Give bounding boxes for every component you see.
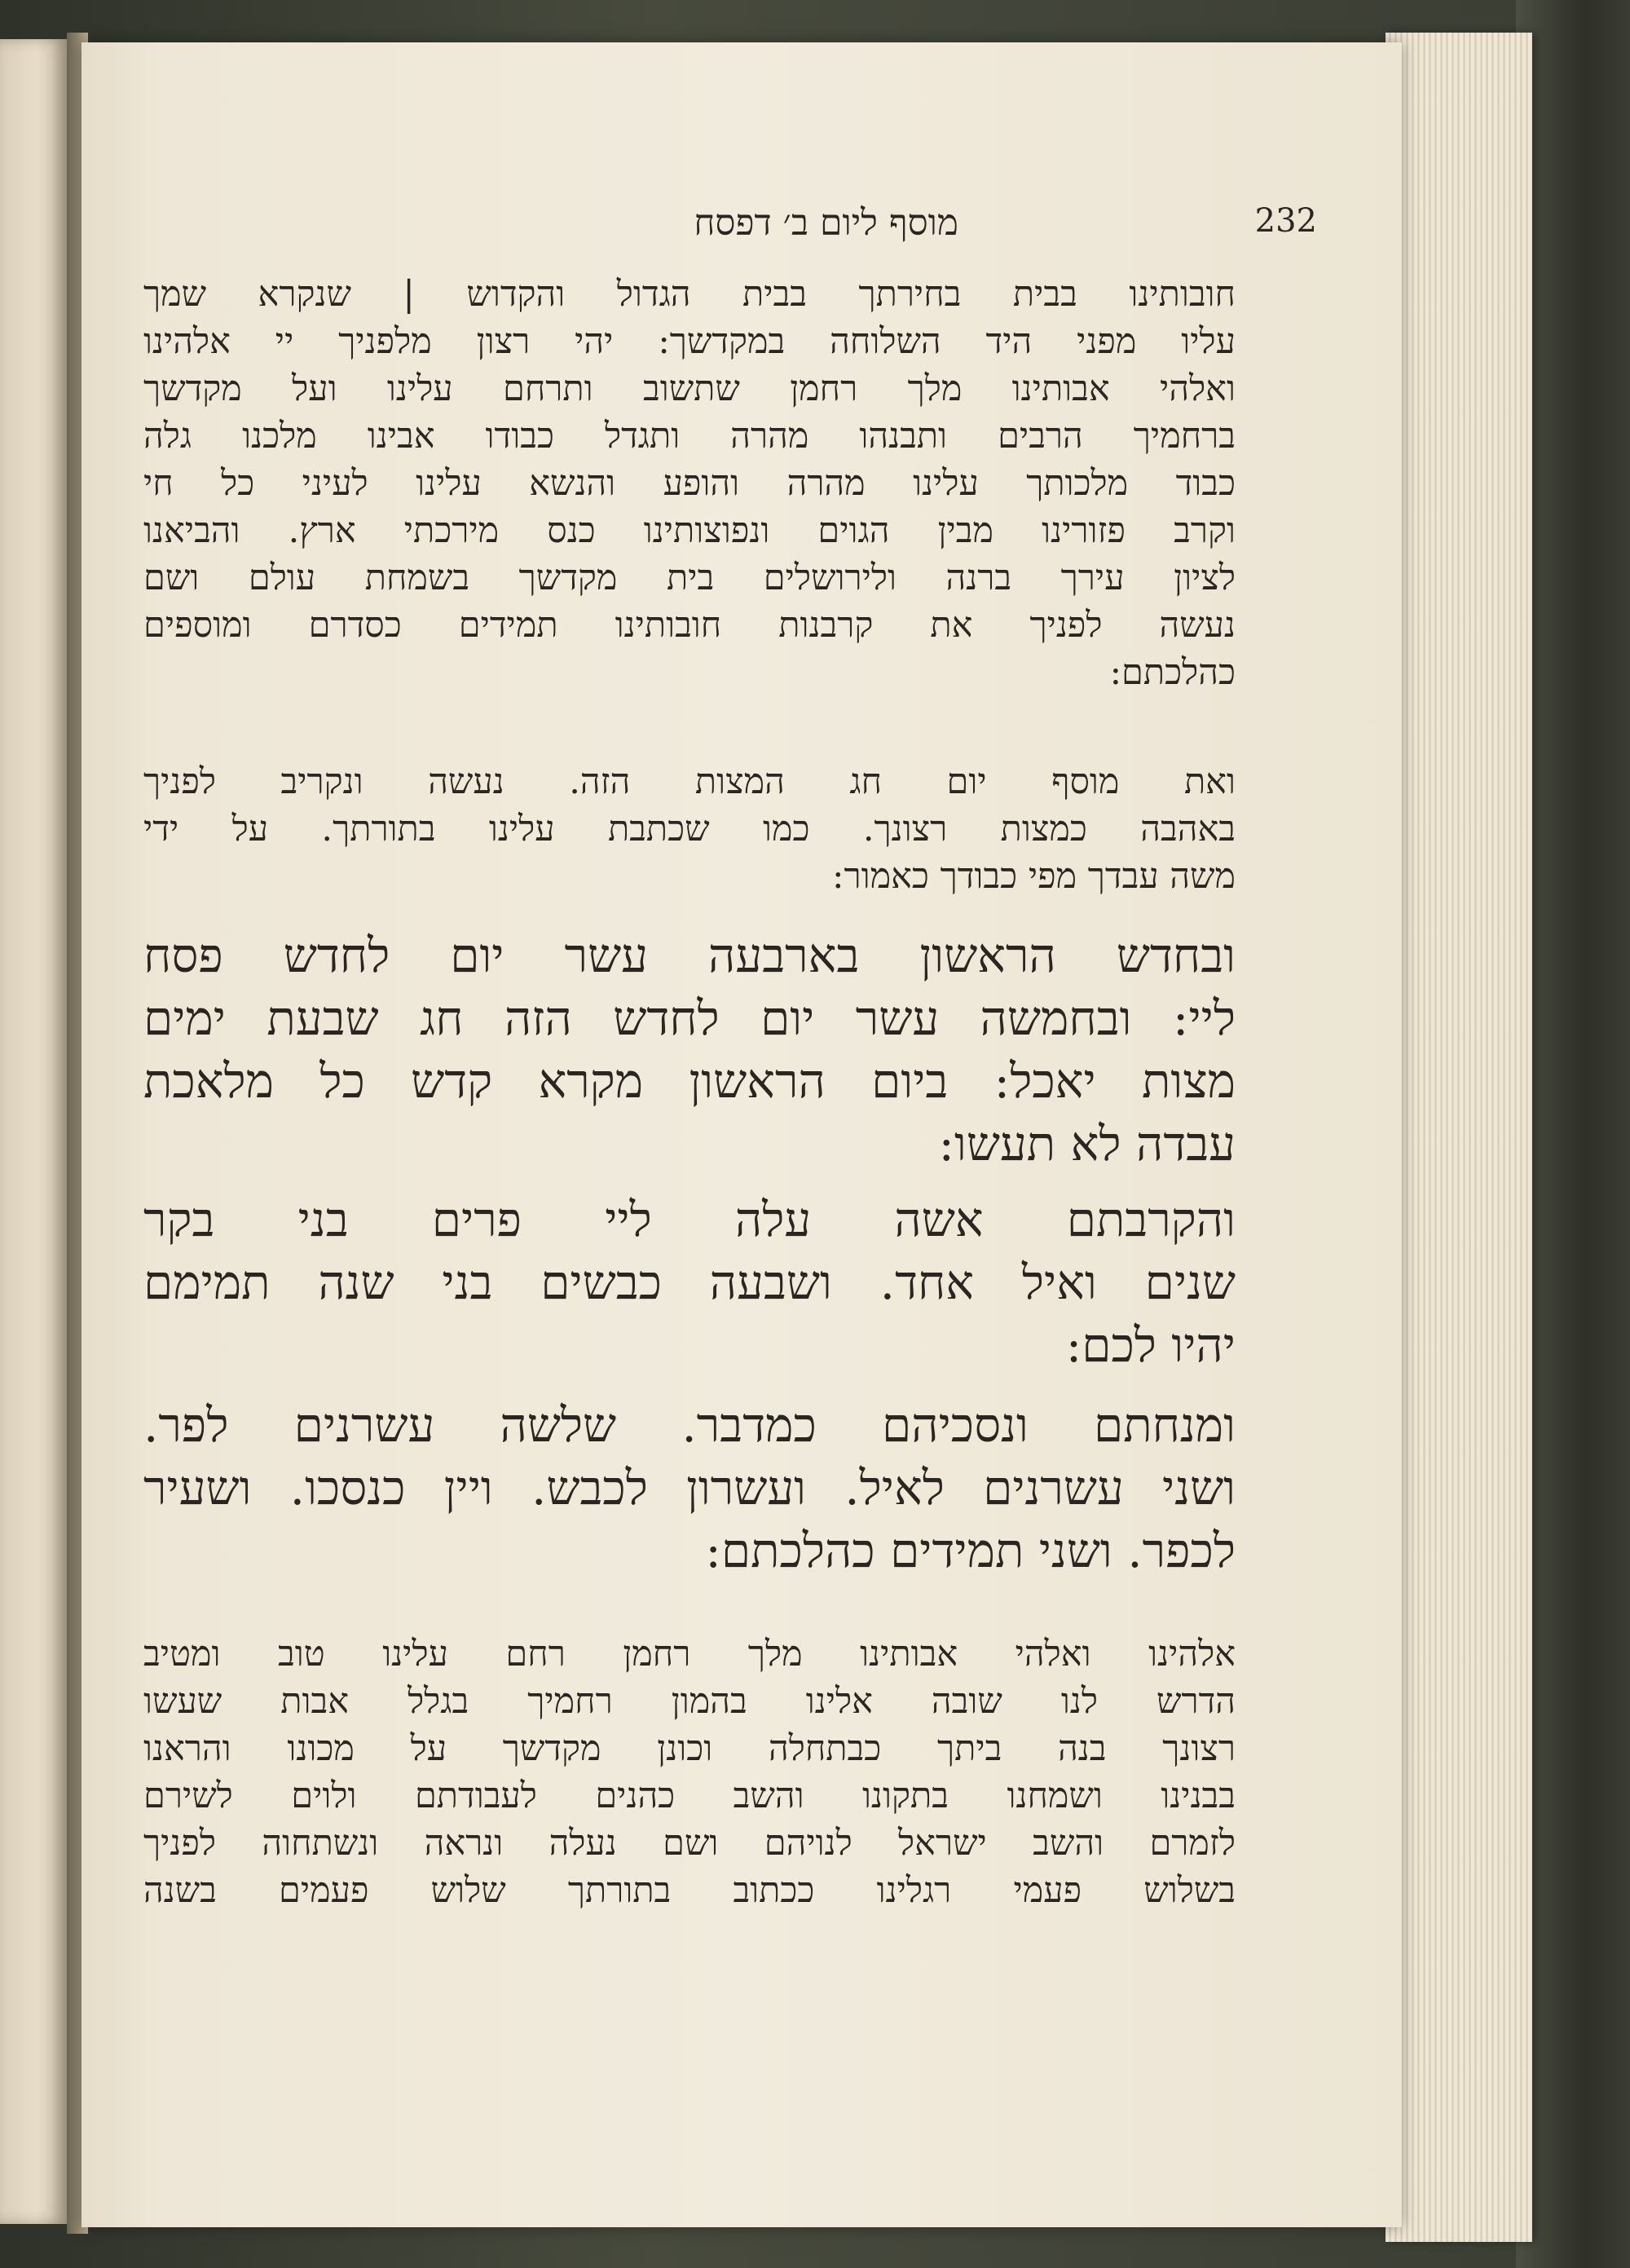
text-line: ושני עשרנים לאיל. ועשרון לכבש. ויין כנסכו. ושעיר: [143, 1460, 1236, 1516]
text-line: כהלכתם:: [1109, 652, 1236, 693]
text-line: והקרבתם אשה עלה ליי פרים בני בקר: [143, 1192, 1236, 1247]
page-number: 232: [1254, 202, 1317, 240]
text-line: ומנחתם ונסכיהם כמדבר. שלשה עשרנים לפר.: [143, 1397, 1236, 1453]
paragraph-6: [143, 1630, 1236, 1914]
text-line: עבדה לא תעשו:: [938, 1116, 1236, 1172]
text-line: לזמרם והשב ישראל לנויהם ושם נעלה ונראה ונשתחוה לפניך: [143, 1823, 1236, 1864]
text-line: וקרב פזורינו מבין הגוים ונפוצותינו כנס מירכתי ארץ. והביאנו: [143, 510, 1236, 551]
book-cover-edge: [1516, 0, 1630, 2268]
text-line: בבנינו ושמחנו בתקונו והשב כהנים לעבודתם ולוים לשירם: [143, 1776, 1236, 1816]
paragraph-4: [143, 1189, 1236, 1377]
text-line: חובותינו בבית בחירתך בבית הגדול והקדוש | שנקרא שמך: [143, 274, 1236, 315]
text-line: ואלהי אבותינו מלך רחמן שתשוב ותרחם עלינו ועל מקדשך: [143, 368, 1236, 409]
text-line: לציון עירך ברנה ולירושלים בית מקדשך בשמחת עולם ושם: [143, 558, 1236, 598]
text-line: נעשה לפניך את קרבנות חובותינו תמידים כסדרם ומוספים: [143, 605, 1236, 646]
text-line: ברחמיך הרבים ותבנהו מהרה ותגדל כבודו אבינו מלכנו גלה: [143, 416, 1236, 457]
text-line: עליו מפני היד השלוחה במקדשך: יהי רצון מלפניך יי אלהינו: [143, 321, 1236, 362]
text-line: רצונך בנה ביתך כבתחלה וכונן מקדשך על מכונו והראנו: [143, 1728, 1236, 1769]
text-line: אלהינו ואלהי אבותינו מלך רחמן רחם עלינו טוב ומטיב: [143, 1634, 1236, 1675]
paragraph-5: [143, 1394, 1236, 1582]
page-edges: [1386, 33, 1532, 2242]
paragraph-3: [143, 924, 1236, 1176]
text-line: כבוד מלכותך עלינו מהרה והופע והנשא עלינו לעיני כל חי: [143, 463, 1236, 504]
page-header: [143, 202, 1317, 267]
text-line: ואת מוסף יום חג המצות הזה. נעשה ונקריב לפניך: [143, 761, 1236, 802]
text-line: לכפר. ושני תמידים כהלכתם:: [705, 1523, 1236, 1578]
text-line: מצות יאכל: ביום הראשון מקרא קדש כל מלאכת: [143, 1053, 1236, 1109]
running-header: מוסף ליום ב׳ דפסח: [694, 202, 958, 244]
paragraph-1: [143, 271, 1236, 696]
right-page: [82, 42, 1402, 2227]
left-page-strip: [0, 39, 67, 2224]
text-line: הדרש לנו שובה אלינו בהמון רחמיך בגלל אבות שעשו: [143, 1681, 1236, 1722]
text-line: ליי: ובחמשה עשר יום לחדש הזה חג שבעת ימים: [143, 991, 1236, 1046]
text-line: שנים ואיל אחד. ושבעה כבשים בני שנה תמימם: [143, 1255, 1236, 1310]
text-line: ובחדש הראשון בארבעה עשר יום לחדש פסח: [143, 928, 1236, 983]
text-line: משה עבדך מפי כבודך כאמור:: [832, 856, 1236, 897]
paragraph-2: [143, 758, 1236, 900]
text-line: יהיו לכם:: [1065, 1317, 1236, 1373]
text-line: בשלוש פעמי רגלינו ככתוב בתורתך שלוש פעמים בשנה: [143, 1870, 1236, 1911]
text-line: באהבה כמצות רצונך. כמו שכתבת עלינו בתורתך. על ידי: [143, 809, 1236, 849]
